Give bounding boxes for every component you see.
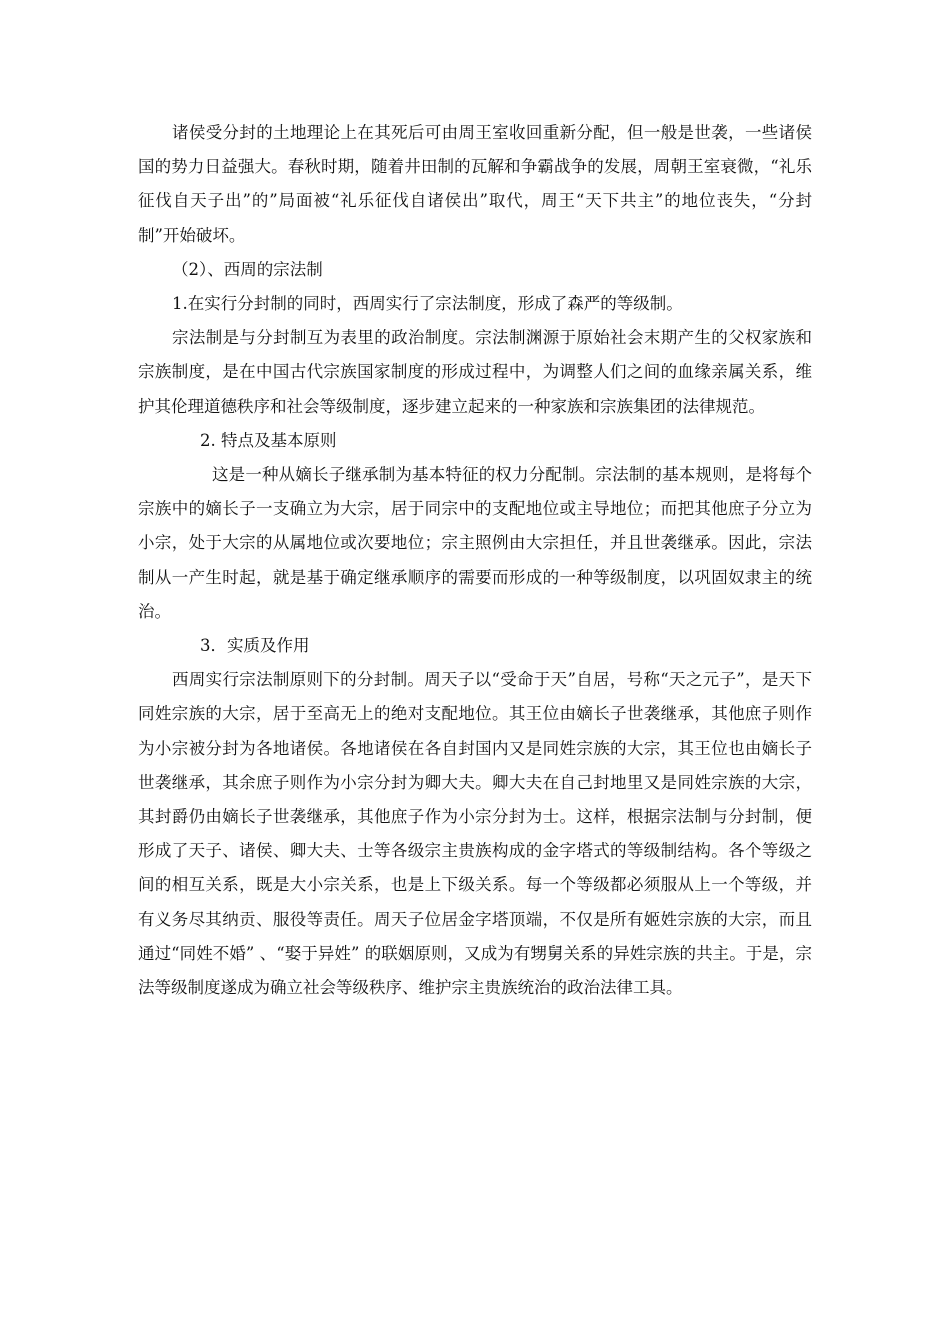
paragraph-essence-effect: 西周实行宗法制原则下的分封制。周天子以“受命于天”自居，号称“天之元子”，是天下同姓宗族的大宗，居于至高无上的绝对支配地位。其王位由嫡长子世袭继承，其他庶子则作为小宗被分封为各地诸侯。各地诸侯在各自封国内又是同姓宗族的大宗，其王位也由嫡长子世袭继承，其余庶子则作为小宗分封为卿大夫。卿大夫在自己封地里又是同姓宗族的大宗，其封爵仍由嫡长子世袭继承，其他庶子作为小宗分封为士。这样，根据宗法制与分封制，便形成了天子、诸侯、卿大夫、士等各级宗主贵族构成的金字塔式的等级制结构。各个等级之间的相互关系，既是大小宗关系，也是上下级关系。每一个等级都必须服从上一个等级，并有义务尽其纳贡、服役等责任。周天子位居金字塔顶端，不仅是所有姬姓宗族的大宗，而且通过“同姓不婚” 、“娶于异姓” 的联姻原则，又成为有甥舅关系的异姓宗族的共主。于是，宗法等级制度遂成为确立社会等级秩序、维护宗主贵族统治的政治法律工具。 <box>138 670 812 998</box>
section-heading-zongfa: （2）、西周的宗法制 <box>172 259 323 279</box>
paragraph-principles: 这是一种从嫡长子继承制为基本特征的权力分配制。宗法制的基本规则，是将每个宗族中的嫡长子一支确立为大宗，居于同宗中的支配地位或主导地位；而把其他庶子分立为小宗，处于大宗的从属地位或次要地位；宗主照例由大宗担任，并且世袭继承。因此，宗法制从一产生时起，就是基于确定继承顺序的需要而形成的一种等级制度，以巩固奴隶主的统治。 <box>138 465 812 621</box>
subsection-heading-3: 3．实质及作用 <box>200 636 310 656</box>
document-page <box>138 116 812 1005</box>
subsection-heading-2: 2. 特点及基本原则 <box>200 430 337 450</box>
paragraph-zongfa-definition: 宗法制是与分封制互为表里的政治制度。宗法制渊源于原始社会末期产生的父权家族和宗族制度，是在中国古代宗族国家制度的形成过程中，为调整人们之间的血缘亲属关系，维护其伦理道德秩序和社会等级制度，逐步建立起来的一种家族和宗族集团的法律规范。 <box>138 328 812 416</box>
subsection-1: 1.在实行分封制的同时，西周实行了宗法制度，形成了森严的等级制。 <box>172 294 683 314</box>
paragraph-enfeoffment-decline: 诸侯受分封的土地理论上在其死后可由周王室收回重新分配，但一般是世袭，一些诸侯国的势力日益强大。春秋时期，随着井田制的瓦解和争霸战争的发展，周朝王室衰微，“礼乐征伐自天子出”的”局面被“礼乐征伐自诸侯出”取代，周王“天下共主”的地位丧失，“分封制”开始破坏。 <box>138 123 812 245</box>
